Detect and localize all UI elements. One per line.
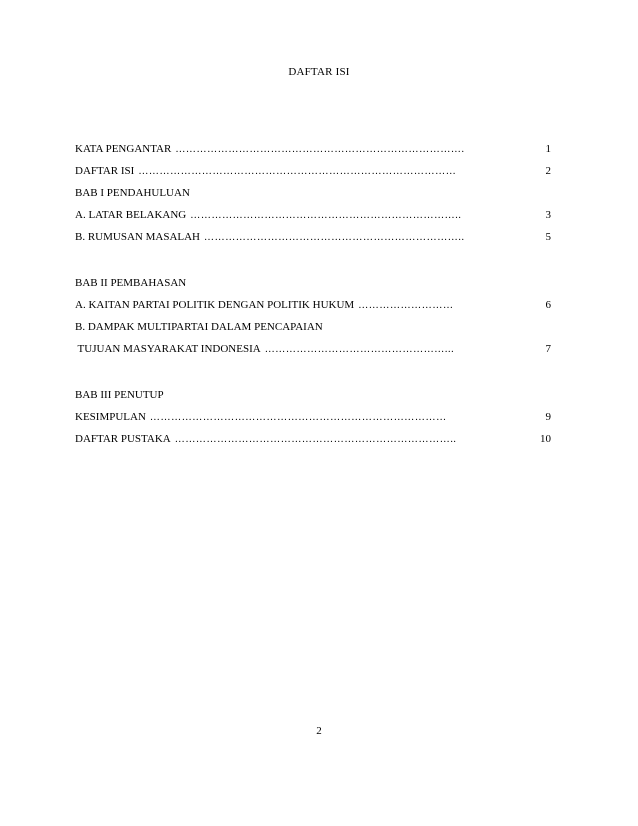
toc-leader-dots: ……………………… (358, 300, 454, 311)
toc-entry-rumusan-masalah (75, 226, 551, 248)
section-spacer (75, 248, 551, 272)
toc-entry-kesimpulan (75, 406, 551, 428)
toc-entry-page: 1 (545, 143, 551, 155)
page-title: DAFTAR ISI (288, 66, 350, 78)
toc-leader-dots: …………………………………………………………………….. (174, 434, 457, 445)
toc-chapter-heading (75, 272, 551, 294)
toc-chapter-heading (75, 384, 551, 406)
toc-entry-page: 9 (545, 411, 551, 423)
toc-entry-label: BAB III PENUTUP (75, 389, 164, 401)
page-number: 2 (316, 725, 322, 737)
section-spacer (75, 360, 551, 384)
toc-entry-daftar-pustaka (75, 428, 551, 450)
toc-entry-page: 5 (545, 231, 551, 243)
toc-entry-kaitan-partai-politik (75, 294, 551, 316)
toc-entry-daftar-isi (75, 160, 551, 182)
toc-leader-dots: ………………………………………………………………….. (190, 210, 462, 221)
toc-entry-kata-pengantar (75, 138, 551, 160)
toc-entry-label: KESIMPULAN (75, 411, 146, 423)
toc-chapter-heading (75, 182, 551, 204)
toc-entry-latar-belakang (75, 204, 551, 226)
toc-entry-page: 7 (545, 343, 551, 355)
toc-entry-page: 6 (545, 299, 551, 311)
table-of-contents (75, 138, 551, 450)
toc-leader-dots: ………………………………………………………………………… (149, 412, 447, 423)
toc-entry-label: DAFTAR ISI (75, 165, 135, 177)
toc-entry-label: BAB II PEMBAHASAN (75, 277, 187, 289)
toc-entry-page: 10 (540, 433, 551, 445)
toc-leader-dots: ………………………………………………………………………. (175, 144, 465, 155)
toc-entry-label: BAB I PENDAHULUAN (75, 187, 190, 199)
toc-leader-dots: ……………………………………………... (264, 344, 455, 355)
toc-entry-page: 3 (545, 209, 551, 221)
toc-entry-label: B. DAMPAK MULTIPARTAI DALAM PENCAPAIAN (75, 321, 323, 333)
toc-entry-label: KATA PENGANTAR (75, 143, 172, 155)
toc-leader-dots: ……………………………………………………………….. (204, 232, 465, 243)
toc-entry-label: A. LATAR BELAKANG (75, 209, 187, 221)
toc-entry-tujuan-masyarakat (75, 338, 551, 360)
toc-entry-dampak-multipartai (75, 316, 551, 338)
toc-entry-label: B. RUMUSAN MASALAH (75, 231, 200, 243)
toc-leader-dots: ……………………………………………………………………………… (138, 166, 457, 177)
toc-entry-label: TUJUAN MASYARAKAT INDONESIA (75, 343, 261, 355)
toc-entry-label: A. KAITAN PARTAI POLITIK DENGAN POLITIK HUKUM (75, 299, 355, 311)
toc-entry-label: DAFTAR PUSTAKA (75, 433, 171, 445)
toc-entry-page: 2 (545, 165, 551, 177)
